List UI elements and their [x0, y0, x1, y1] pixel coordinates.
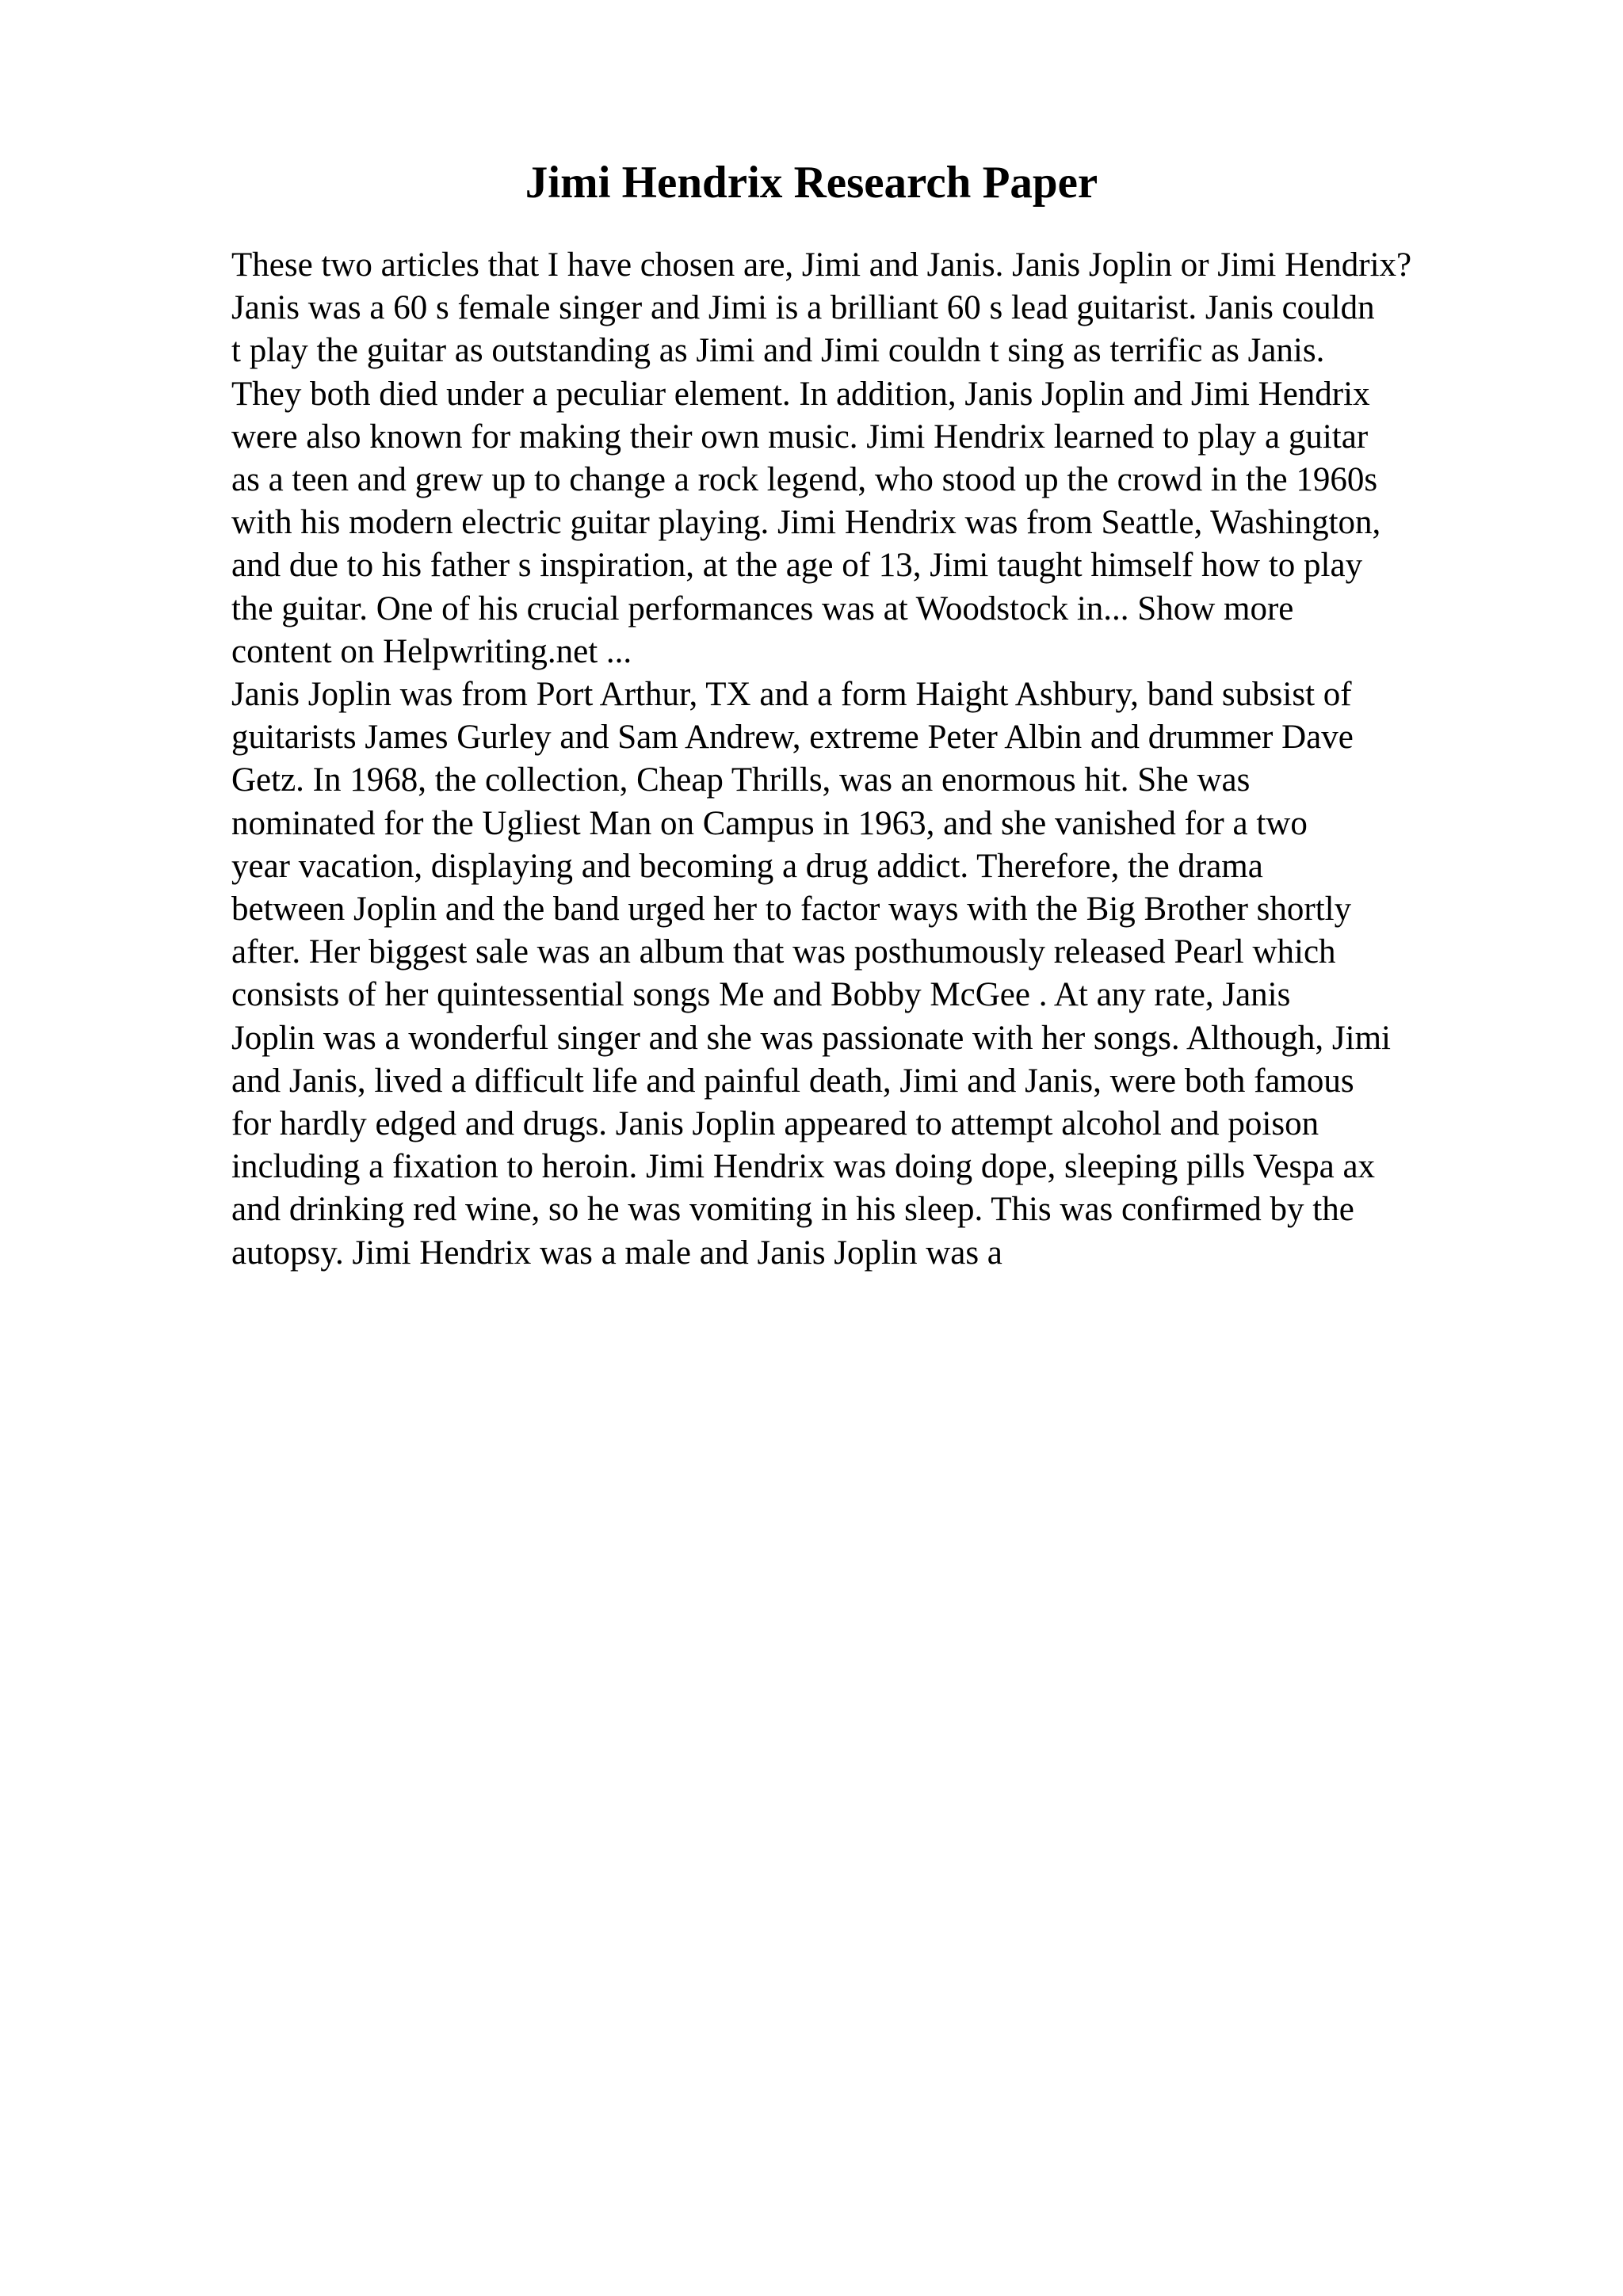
body-line: t play the guitar as outstanding as Jimi and Jimi couldn t sing as terrific as Janis. — [231, 332, 1325, 370]
body-line: and drinking red wine, so he was vomiting in his sleep. This was confirmed by the — [231, 1191, 1354, 1229]
body-line: guitarists James Gurley and Sam Andrew, extreme Peter Albin and drummer Dave — [231, 719, 1354, 757]
body-line: after. Her biggest sale was an album that was posthumously released Pearl which — [231, 933, 1336, 971]
body-line: They both died under a peculiar element. In addition, Janis Joplin and Jimi Hendrix — [231, 375, 1370, 413]
body-line: were also known for making their own music. Jimi Hendrix learned to play a guitar — [231, 418, 1369, 456]
body-line: the guitar. One of his crucial performances was at Woodstock in... Show more — [231, 589, 1294, 627]
body-line: Getz. In 1968, the collection, Cheap Thrills, was an enormous hit. She was — [231, 761, 1251, 799]
body-line: These two articles that I have chosen are, Jimi and Janis. Janis Joplin or Jimi Hendrix? — [231, 246, 1412, 284]
document-title: Jimi Hendrix Research Paper — [525, 158, 1098, 208]
body-line: for hardly edged and drugs. Janis Joplin appeared to attempt alcohol and poison — [231, 1105, 1319, 1143]
body-line: and due to his father s inspiration, at the age of 13, Jimi taught himself how to play — [231, 547, 1363, 585]
body-line: nominated for the Ugliest Man on Campus in 1963, and she vanished for a two — [231, 804, 1308, 842]
body-line: Joplin was a wonderful singer and she was passionate with her songs. Although, Jimi — [231, 1019, 1392, 1057]
body-line: consists of her quintessential songs Me and Bobby McGee . At any rate, Janis — [231, 976, 1291, 1014]
body-line: with his modern electric guitar playing. Jimi Hendrix was from Seattle, Washington, — [231, 504, 1381, 542]
body-line: Janis Joplin was from Port Arthur, TX and a form Haight Ashbury, band subsist of — [231, 676, 1352, 714]
body-line: year vacation, displaying and becoming a drug addict. Therefore, the drama — [231, 847, 1263, 885]
body-line: content on Helpwriting.net ... — [231, 632, 632, 670]
document-body — [231, 244, 1499, 1275]
body-line: as a teen and grew up to change a rock legend, who stood up the crowd in the 1960s — [231, 461, 1378, 499]
body-line: Janis was a 60 s female singer and Jimi is a brilliant 60 s lead guitarist. Janis couldn — [231, 289, 1375, 327]
body-line: autopsy. Jimi Hendrix was a male and Janis Joplin was a — [231, 1234, 1002, 1272]
body-line: including a fixation to heroin. Jimi Hendrix was doing dope, sleeping pills Vespa ax — [231, 1148, 1376, 1186]
body-line: and Janis, lived a difficult life and painful death, Jimi and Janis, were both famous — [231, 1062, 1354, 1100]
body-line: between Joplin and the band urged her to factor ways with the Big Brother shortly — [231, 891, 1352, 929]
